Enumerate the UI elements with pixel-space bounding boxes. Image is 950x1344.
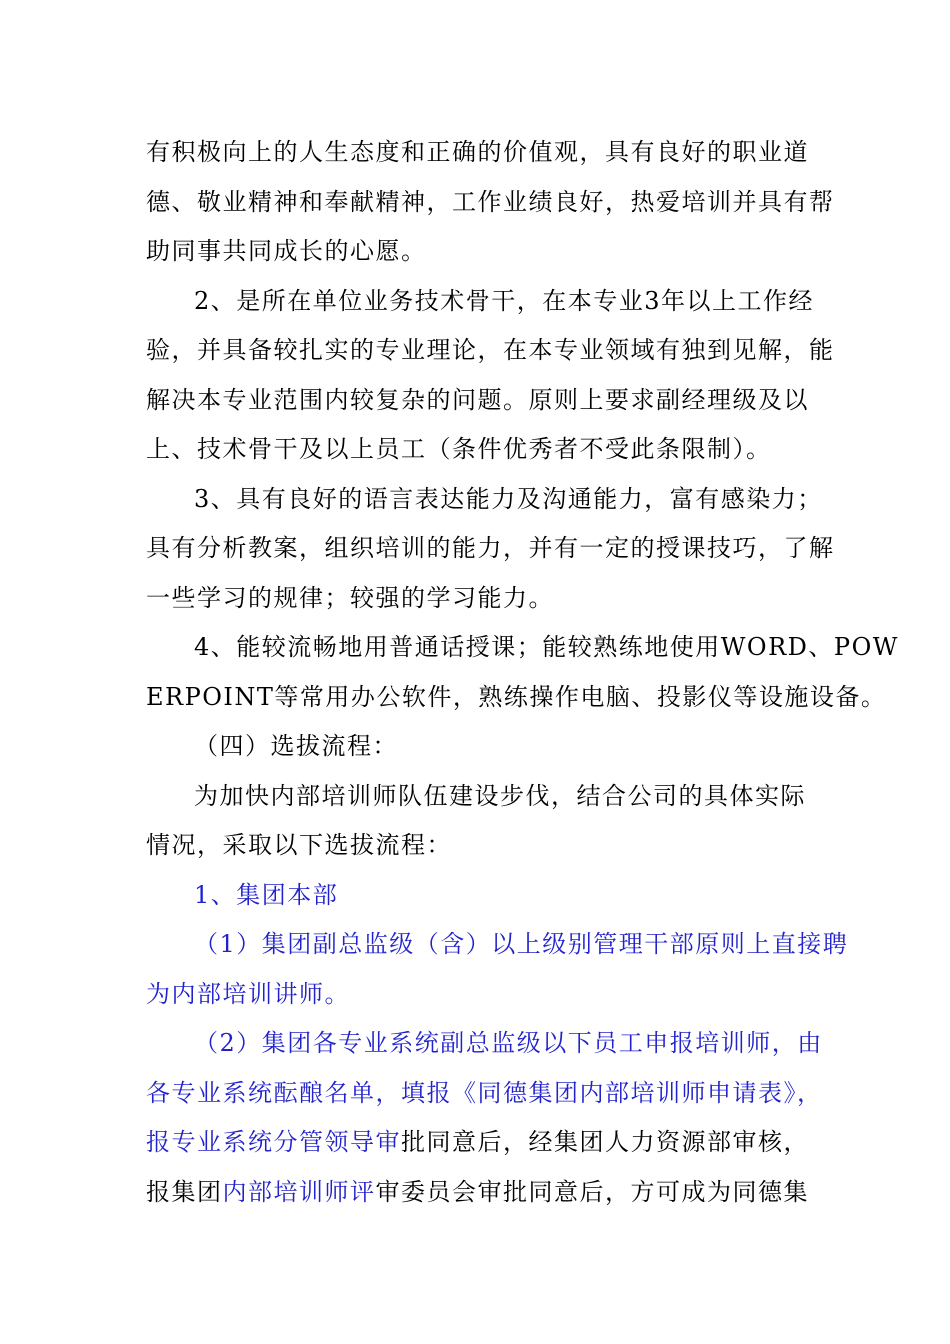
paragraph-line: （2）集团各专业系统副总监级以下员工申报培训师，由 — [194, 1029, 823, 1057]
highlighted-text: 内部培训师评 — [222, 1177, 376, 1206]
paragraph-line: 德、敬业精神和奉献精神，工作业绩良好，热爱培训并具有帮 — [146, 187, 835, 216]
paragraph-line: 为内部培训讲师。 — [146, 979, 350, 1008]
paragraph-line: 情况，采取以下选拔流程： — [146, 831, 452, 859]
subsection-heading: 1、集团本部 — [194, 880, 339, 909]
paragraph-line: 3、具有良好的语言表达能力及沟通能力，富有感染力； — [194, 484, 823, 513]
paragraph-line — [146, 1118, 811, 1168]
section-heading: （四）选拔流程： — [194, 732, 398, 760]
paragraph-line: 具有分析教案，组织培训的能力，并有一定的授课技巧，了解 — [146, 534, 835, 562]
paragraph-line: 4、能较流畅地用普通话授课；能较熟练地使用WORD、POW — [194, 633, 899, 661]
paragraph-line: ERPOINT等常用办公软件，熟练操作电脑、投影仪等设施设备。 — [146, 682, 887, 711]
plain-text: 批同意后，经集团人力资源部审核， — [401, 1128, 809, 1156]
paragraph-line: 2、是所在单位业务技术骨干，在本专业3年以上工作经 — [194, 286, 815, 315]
paragraph-line: 各专业系统酝酿名单，填报《同德集团内部培训师申请表》， — [146, 1078, 823, 1107]
paragraph-line — [146, 1168, 811, 1218]
plain-text: 审委员会审批同意后，方可成为同德集 — [375, 1177, 809, 1206]
paragraph-line: 验，并具备较扎实的专业理论，在本专业领域有独到见解，能 — [146, 336, 835, 364]
paragraph-line: 一些学习的规律；较强的学习能力。 — [146, 583, 554, 612]
paragraph-line: 为加快内部培训师队伍建设步伐，结合公司的具体实际 — [194, 781, 806, 810]
paragraph-line: 上、技术骨干及以上员工（条件优秀者不受此条限制）。 — [146, 435, 772, 463]
paragraph-line: 助同事共同成长的心愿。 — [146, 237, 427, 265]
paragraph-line: 有积极向上的人生态度和正确的价值观，具有良好的职业道 — [146, 138, 809, 166]
paragraph-line: （1）集团副总监级（含）以上级别管理干部原则上直接聘 — [194, 930, 849, 958]
highlighted-text: 报专业系统分管领导审 — [146, 1128, 401, 1156]
plain-text: 报集团 — [146, 1177, 223, 1206]
document-body — [146, 128, 899, 1217]
paragraph-line: 解决本专业范围内较复杂的问题。原则上要求副经理级及以 — [146, 385, 809, 414]
